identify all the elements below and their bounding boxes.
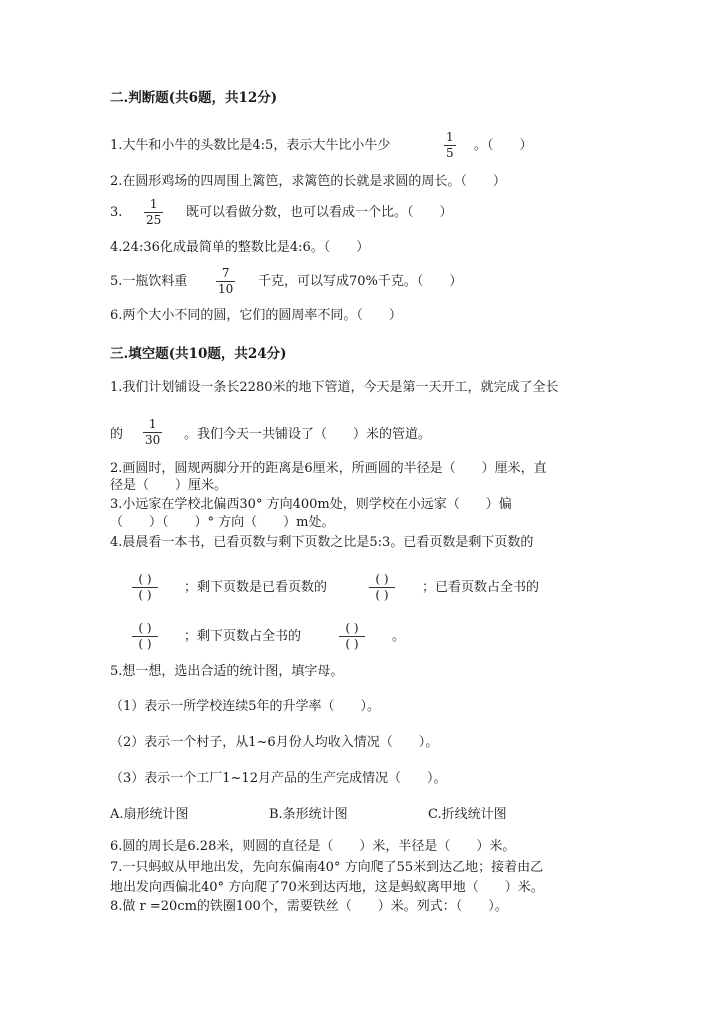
judge-q5-tail: 千克，可以写成70%千克。（ ）	[258, 274, 463, 289]
fill-q5-option-a: A.扇形统计图	[110, 807, 189, 822]
fill-q5-option-b: B.条形统计图	[269, 807, 348, 822]
section-heading-fill: 三.填空题(共10题，共24分)	[110, 346, 287, 362]
fraction-denominator: 10	[218, 282, 234, 296]
fill-q4-blank-fraction-2	[369, 573, 395, 602]
fill-q5-part1: （1）表示一所学校连续5年的升学率（ ）。	[110, 699, 381, 714]
judge-q1-tail: 。（ ）	[474, 138, 533, 153]
judge-q5-fraction	[216, 267, 235, 296]
fill-q4-blank-fraction-4	[339, 622, 365, 651]
blank-numerator: ( )	[375, 572, 389, 586]
judge-q3-number: 3.	[110, 205, 123, 220]
fill-q1-fraction	[143, 418, 162, 447]
fill-q4-seg2: ；已看页数占全书的	[422, 580, 540, 595]
fill-q4-seg3: ；剩下页数占全书的	[184, 629, 302, 644]
judge-q1-fraction	[444, 131, 456, 160]
blank-denominator: ( )	[138, 588, 152, 602]
fill-q5-option-c: C.折线统计图	[428, 807, 507, 822]
fill-q1-lead: 的	[110, 427, 124, 442]
fill-q3-line2: （ ）（ ）° 方向（ ）m处。	[110, 515, 335, 530]
fill-q4-blank-fraction-3	[132, 622, 158, 651]
fill-q5-intro: 5.想一想，选出合适的统计图，填字母。	[110, 664, 344, 679]
fill-q4-seg4: 。	[392, 629, 406, 644]
judge-q1-text: 1.大牛和小牛的头数比是4:5，表示大牛比小牛少	[110, 138, 391, 153]
judge-q6: 6.两个大小不同的圆，它们的圆周率不同。（ ）	[110, 308, 402, 323]
blank-denominator: ( )	[345, 637, 359, 651]
judge-q4: 4.24:36化成最简单的整数比是4:6。（ ）	[110, 240, 370, 255]
fill-q2-line1: 2.画圆时，圆规两脚分开的距离是6厘米，所画圆的半径是（ ）厘米，直	[110, 461, 547, 476]
fraction-denominator: 30	[145, 433, 161, 447]
fill-q4-line1: 4.晨晨看一本书，已看页数与剩下页数之比是5:3。已看页数是剩下页数的	[110, 535, 534, 550]
fraction-numerator: 7	[221, 266, 230, 280]
fraction-numerator: 1	[446, 130, 454, 144]
blank-numerator: ( )	[345, 621, 359, 635]
fill-q7-line2: 地出发向西偏北40° 方向爬了70米到达丙地，这是蚂蚁离甲地（ ）米。	[110, 880, 544, 895]
judge-q3-fraction	[144, 198, 163, 227]
fraction-numerator: 1	[149, 197, 158, 211]
blank-denominator: ( )	[375, 588, 389, 602]
fill-q8: 8.做 r =20cm的铁圈100个，需要铁丝（ ）米。列式：（ ）。	[110, 899, 508, 914]
blank-denominator: ( )	[138, 637, 152, 651]
judge-q5-text: 5.一瓶饮料重	[110, 274, 188, 289]
fraction-denominator: 25	[146, 213, 162, 227]
judge-q3-tail: 既可以看做分数，也可以看成一个比。（ ）	[186, 205, 453, 220]
judge-q1	[110, 138, 390, 154]
fill-q1-tail: 。我们今天一共铺设了（ ）米的管道。	[184, 427, 432, 442]
fill-q1-line1: 1.我们计划铺设一条长2280米的地下管道，今天是第一天开工，就完成了全长	[110, 380, 559, 395]
blank-numerator: ( )	[138, 621, 152, 635]
fill-q4-blank-fraction-1	[132, 573, 158, 602]
fill-q4-seg1: ；剩下页数是已看页数的	[184, 580, 328, 595]
section-heading-judge: 二.判断题(共6题，共12分)	[110, 90, 278, 106]
fill-q5-part2: （2）表示一个村子，从1~6月份人均收入情况（ ）。	[110, 735, 439, 750]
blank-numerator: ( )	[138, 572, 152, 586]
fill-q6: 6.圆的周长是6.28米，则圆的直径是（ ）米，半径是（ ）米。	[110, 839, 516, 854]
fill-q5-part3: （3）表示一个工厂1~12月产品的生产完成情况（ ）。	[110, 771, 447, 786]
fill-q7-line1: 7.一只蚂蚁从甲地出发，先向东偏南40° 方向爬了55米到达乙地；接着由乙	[110, 860, 544, 875]
fraction-numerator: 1	[148, 417, 157, 431]
fill-q2-line2: 径是（ ）厘米。	[110, 478, 228, 493]
judge-q2: 2.在圆形鸡场的四周围上篱笆，求篱笆的长就是求圆的周长。（ ）	[110, 174, 506, 189]
fraction-denominator: 5	[446, 146, 454, 160]
fill-q3-line1: 3.小远家在学校北偏西30° 方向400m处，则学校在小远家（ ）偏	[110, 497, 512, 512]
